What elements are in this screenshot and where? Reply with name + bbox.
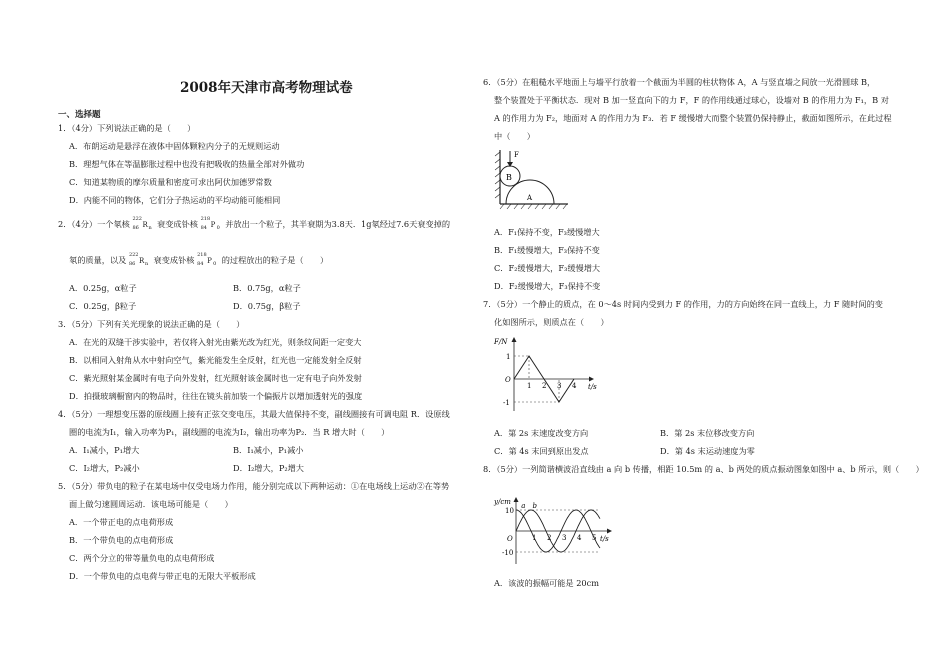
- q6-stem-line4: 中（ ）: [494, 131, 535, 141]
- q8-stem: 8．（5分）一列简谐横波沿直线由 a 向 b 传播，相距 10.5m 的 a、b 两处的质点振动图象如图中 a、b 所示，则（ ）: [483, 464, 924, 474]
- q5-option-d[interactable]: D．一个带负电的点电荷与带正电的无限大平板形成: [69, 571, 256, 581]
- x-tick-label: 1: [527, 382, 532, 390]
- wall-hatching: [495, 152, 500, 198]
- x-tick-label: 1: [532, 534, 537, 542]
- y-axis-label: F/N: [494, 338, 508, 346]
- q6-stem-line1: 6．（5分）在粗糙水平地面上与墙平行放着一个截面为半圆的柱状物体 A，A 与竖直墙之间放一光滑圆球 B，: [483, 77, 876, 87]
- ground-hatching: [500, 204, 567, 209]
- q5-stem-line1: 5．（5分）带负电的粒子在某电场中仅受电场力作用，能分别完成以下两种运动：①在电场线上运动②在等势: [58, 481, 450, 491]
- q1-option-b[interactable]: B．理想气体在等温膨胀过程中也没有把吸收的热量全部对外做功: [69, 159, 305, 169]
- q1-option-d[interactable]: D．内能不同的物体，它们分子热运动的平均动能可能相同: [69, 195, 281, 205]
- q8-option-a[interactable]: A．该波的振幅可能是 20cm: [494, 578, 599, 588]
- x-tick-label: 2: [547, 534, 552, 542]
- q1-option-a[interactable]: A．布朗运动是悬浮在液体中固体颗粒内分子的无规则运动: [69, 141, 280, 151]
- x-axis-label: t/s: [600, 535, 609, 543]
- y-tick-label: 10: [505, 507, 514, 515]
- x-axis-arrowhead: [607, 529, 612, 534]
- q6-stem-line2: 整个装置处于平衡状态．现对 B 加一竖直向下的力 F，F 的作用线通过球心，设墙对 B 的作用力为 F₁，B 对: [494, 95, 889, 105]
- q2-stem-line1: 2．（4分）一个氡核 222 86 R n 衰变成钋核 218 84 P 0 并放出一个粒子，其半衰期为3.8天．1g氡经过7.6天衰变掉的: [58, 216, 451, 231]
- radon-nuclide-symbol: 222 86 R n: [132, 216, 152, 231]
- q1-option-c[interactable]: C．知道某物质的摩尔质量和密度可求出阿伏加德罗常数: [69, 177, 272, 187]
- origin-label: O: [505, 376, 511, 384]
- radon-nuclide-symbol-2: 222 86 R n: [128, 252, 149, 267]
- y-tick-label: -10: [502, 549, 514, 557]
- wave-label-a: a: [521, 502, 526, 510]
- q4-option-a[interactable]: A．I₁减小，P₁增大: [69, 445, 140, 455]
- x-tick-label: 5: [592, 534, 597, 542]
- q6-wall-sphere-figure: [492, 146, 572, 212]
- y-axis-arrowhead: [514, 497, 519, 502]
- q2-stem-line2: 氡的质量，以及 222 86 R n 衰变成钋核 218 84 P 0 的过程放出的粒子是（ ）: [69, 252, 329, 267]
- x-tick-label: 4: [572, 382, 577, 390]
- q6-stem-line3: A 的作用力为 F₂，地面对 A 的作用力为 F₃．若 F 缓慢增大而整个装置仍保持静止，截面如图所示，在此过程: [494, 113, 892, 123]
- polonium-nuclide-symbol: 218 84 P 0: [200, 216, 220, 231]
- q4-stem-line2: 圈的电流为I₁，输入功率为P₁，副线圈的电流为I₂，输出功率为P₂．当 R 增大时（ ）: [69, 427, 390, 437]
- q2-option-a[interactable]: A．0.25g，α粒子: [69, 283, 137, 293]
- q8-vibration-chart: [492, 494, 622, 568]
- q7-option-d[interactable]: D．第 4s 末运动速度为零: [660, 446, 755, 456]
- q3-option-d[interactable]: D．拍摄玻璃橱窗内的物品时，往往在镜头前加装一个偏振片以增加透射光的强度: [69, 391, 363, 401]
- q5-stem-line2: 面上做匀速圆周运动．该电场可能是（ ）: [69, 499, 233, 509]
- y-tick-label: 1: [506, 353, 511, 361]
- q5-option-a[interactable]: A．一个带正电的点电荷形成: [69, 517, 174, 527]
- q1-stem: 1．（4分）下列说法正确的是（ ）: [58, 123, 196, 133]
- q5-option-b[interactable]: B．一个带负电的点电荷形成: [69, 535, 174, 545]
- x-axis-label: t/s: [588, 383, 597, 391]
- q4-option-d[interactable]: D．I₂增大，P₂增大: [233, 463, 304, 473]
- q4-stem-line1: 4．（5分）一理想变压器的原线圈上接有正弦交变电压，其最大值保持不变，副线圈接有可调电阻 R．设原线: [58, 409, 450, 419]
- y-axis-label: y/cm: [494, 498, 511, 506]
- q2-option-d[interactable]: D．0.75g，β粒子: [233, 301, 301, 311]
- q6-option-a[interactable]: A．F₁保持不变，F₃缓慢增大: [494, 227, 600, 237]
- force-label: F: [514, 151, 519, 159]
- q4-option-b[interactable]: B．I₁减小，P₁减小: [233, 445, 304, 455]
- q2-option-c[interactable]: C．0.25g，β粒子: [69, 301, 137, 311]
- q7-option-c[interactable]: C．第 4s 末回到原出发点: [494, 446, 589, 456]
- wave-series: [516, 502, 600, 552]
- x-tick-label: 3: [562, 534, 567, 542]
- cylinder-a-label: A: [527, 194, 533, 202]
- page-title: 2008年天津市高考物理试卷: [180, 80, 353, 96]
- x-tick-label: 2: [542, 382, 547, 390]
- q3-stem: 3．（5分）下列有关光现象的说法正确的是（ ）: [58, 319, 245, 329]
- ball-b-label: B: [506, 173, 512, 182]
- q6-option-c[interactable]: C．F₂缓慢增大，F₃缓慢增大: [494, 263, 601, 273]
- section-heading: 一、选择题: [58, 110, 101, 120]
- x-axis-arrowhead: [589, 377, 594, 382]
- y-tick-label: -1: [503, 399, 510, 407]
- q7-stem-line1: 7．（5分）一个静止的质点，在 0～4s 时间内受到力 F 的作用，力的方向始终在同一直线上，力 F 随时间的变: [483, 299, 883, 309]
- q7-force-time-chart: [492, 333, 602, 415]
- origin-label: O: [507, 535, 513, 543]
- q3-option-a[interactable]: A．在光的双缝干涉实验中，若仅将入射光由紫光改为红光，则条纹间距一定变大: [69, 337, 362, 347]
- q7-option-a[interactable]: A．第 2s 末速度改变方向: [494, 428, 589, 438]
- wave-label-b: b: [532, 502, 537, 510]
- y-axis-arrowhead: [512, 337, 517, 342]
- q2-option-b[interactable]: B．0.75g，α粒子: [233, 283, 301, 293]
- q5-option-c[interactable]: C．两个分立的带等量负电的点电荷形成: [69, 553, 215, 563]
- q4-option-c[interactable]: C．I₂增大，P₂减小: [69, 463, 140, 473]
- q3-option-b[interactable]: B．以相同入射角从水中射向空气，紫光能发生全反射，红光也一定能发射全反射: [69, 355, 362, 365]
- q7-option-b[interactable]: B．第 2s 末位移改变方向: [660, 428, 755, 438]
- x-tick-label: 4: [577, 534, 582, 542]
- x-tick-label: 3: [557, 382, 562, 390]
- q6-option-d[interactable]: D．F₂缓慢增大，F₃保持不变: [494, 281, 601, 291]
- q6-option-b[interactable]: B．F₁缓慢增大，F₃保持不变: [494, 245, 600, 255]
- q7-stem-line2: 化如图所示，则质点在（ ）: [494, 317, 609, 327]
- q3-option-c[interactable]: C．紫光照射某金属时有电子向外发射，红光照射该金属时也一定有电子向外发射: [69, 373, 362, 383]
- polonium-nuclide-symbol-2: 218 84 P 0: [197, 252, 217, 267]
